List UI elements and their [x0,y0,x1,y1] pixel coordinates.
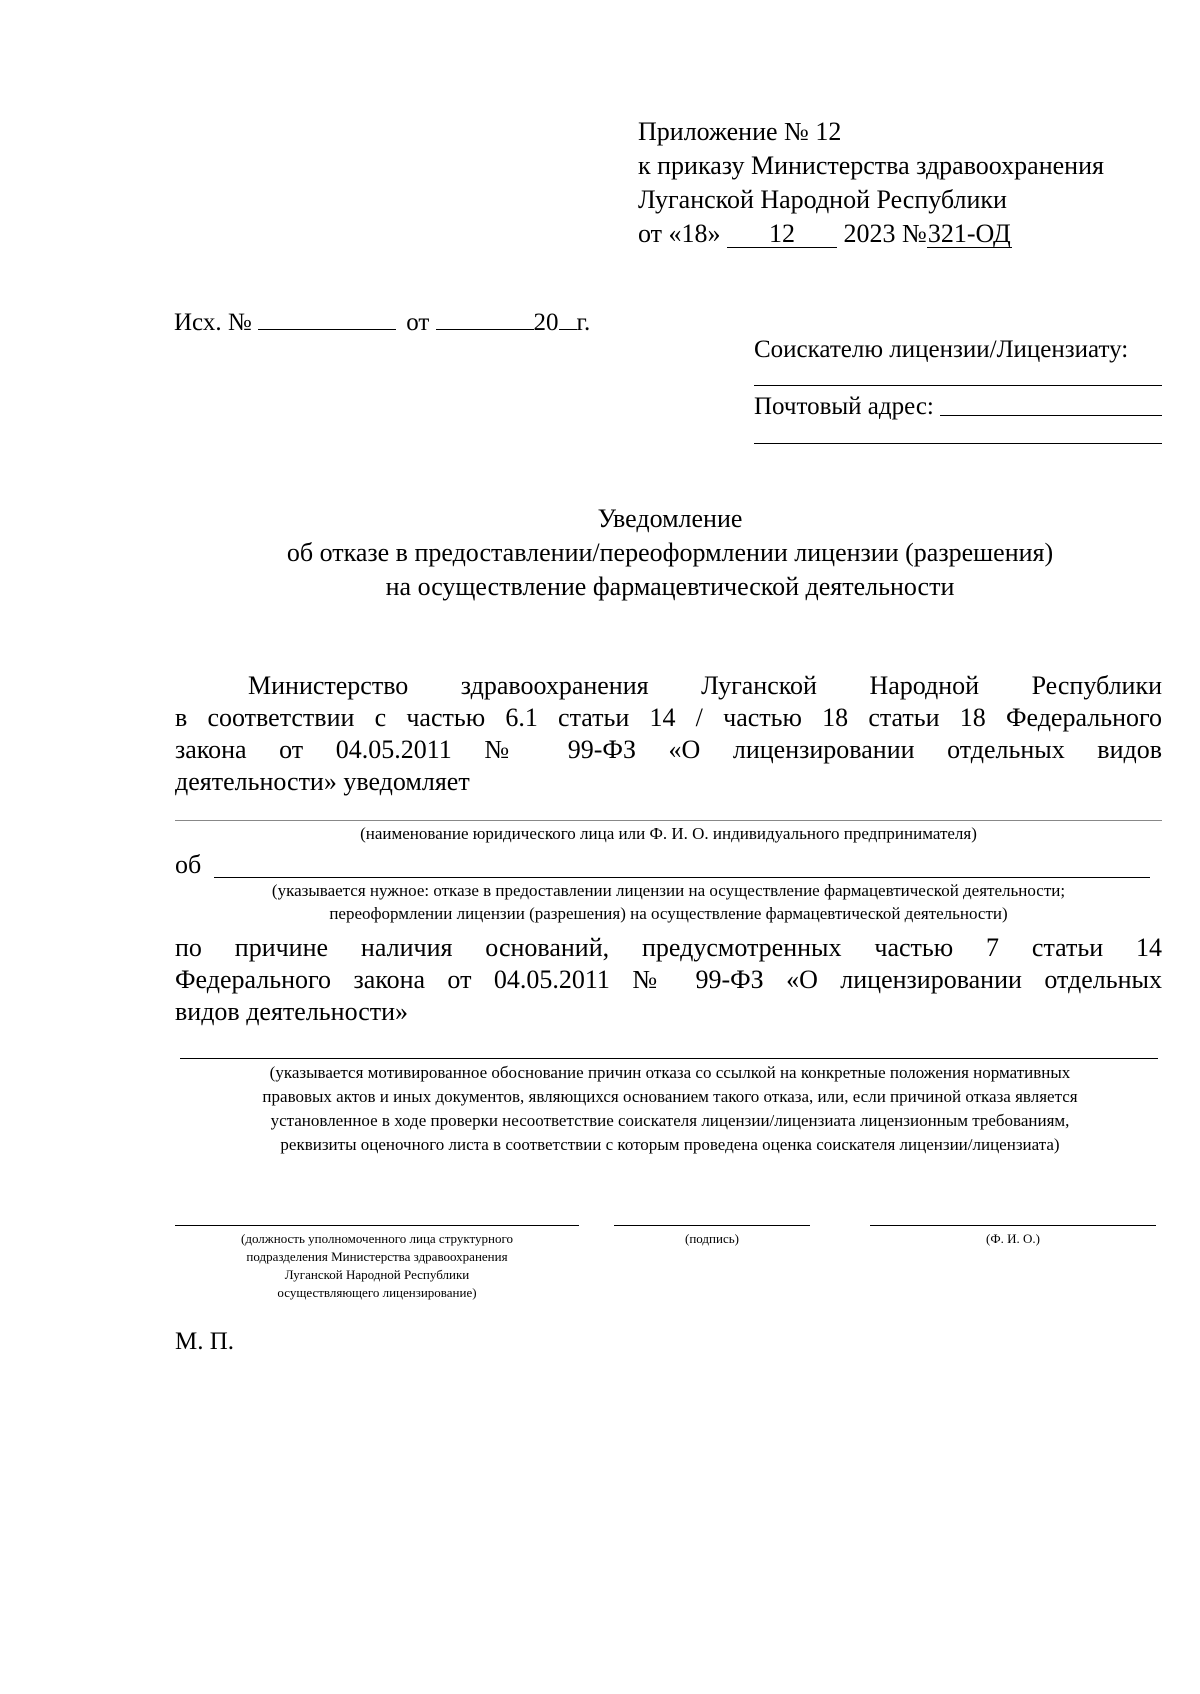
body-p1-line4: деятельности» уведомляет [175,767,470,796]
signature-hint: (подпись) [685,1231,739,1246]
annex-order-number: 321-ОД [927,219,1011,248]
organization-name-hint: (наименование юридического лица или Ф. И. О. индивидуального предпринимателя) [360,824,977,843]
recipient-title: Соискателю лицензии/Лицензиату: [754,336,1129,363]
outgoing-date-field[interactable] [436,329,534,330]
recipient-name-line[interactable] [754,385,1162,386]
fio-field[interactable] [870,1225,1156,1226]
signature-field[interactable] [614,1225,810,1226]
outgoing-number-field[interactable] [258,329,396,330]
justification-hint-1: (указывается мотивированное обоснование причин отказа со ссылкой на конкретные положения нормативных [269,1063,1071,1082]
notice-subheading-2: на осуществление фармацевтической деятельности [385,572,955,601]
position-hint-4: осуществляющего лицензирование) [277,1285,477,1300]
postal-address-row [754,390,934,424]
annex-date-line [638,217,1012,251]
about-label: об [175,850,202,879]
position-field[interactable] [175,1225,579,1226]
outgoing-label: Исх. № [174,309,252,336]
annex-date-prefix: от «18» [638,219,721,248]
annex-month: 12 [727,221,837,248]
body-p2-line3: видов деятельности» [175,997,409,1026]
postal-address-field[interactable] [940,415,1162,416]
refusal-type-hint-1: (указывается нужное: отказе в предоставлении лицензии на осуществление фармацевтической деятельности; [271,881,1066,900]
notice-subheading-1: об отказе в предоставлении/переоформлении лицензии (разрешения) [286,538,1054,567]
justification-hint-2: правовых актов и иных документов, являющихся основанием такого отказа, или, если причиной отказа является [262,1087,1078,1106]
position-hint-1: (должность уполномоченного лица структурного [241,1231,513,1246]
fio-hint: (Ф. И. О.) [986,1231,1040,1246]
body-p1-line1: Министерство здравоохранения Луганской Народной Республики [248,671,1162,700]
stamp-place: М. П. [175,1328,235,1355]
refusal-type-field[interactable] [214,877,1150,878]
outgoing-year-field[interactable] [559,329,577,330]
body-p2-line2: Федерального закона от 04.05.2011 № 99-ФЗ «О лицензировании отдельных [175,965,1162,994]
body-p1-line3: закона от 04.05.2011 № 99-ФЗ «О лицензировании отдельных видов [175,735,1162,764]
annex-year-no: 2023 № [843,219,927,248]
position-hint-2: подразделения Министерства здравоохранения [246,1249,508,1264]
postal-address-line-2[interactable] [754,443,1162,444]
outgoing-suffix: г. [576,309,591,336]
outgoing-number-line [174,306,590,340]
annex-republic-line: Луганской Народной Республики [638,185,1007,214]
justification-hint-3: установленное в ходе проверки несоответствие соискателя лицензии/лицензиата лицензионным требованиям, [270,1111,1070,1130]
position-hint-3: Луганской Народной Республики [284,1267,470,1282]
annex-order-line: к приказу Министерства здравоохранения [638,151,1104,180]
justification-field[interactable] [180,1058,1158,1059]
refusal-type-hint-2: переоформлении лицензии (разрешения) на осуществление фармацевтической деятельности) [329,904,1008,923]
justification-hint-4: реквизиты оценочного листа в соответствии с которым проведена оценка соискателя лицензии/лицензиата) [280,1135,1060,1154]
body-p1-line2: в соответствии с частью 6.1 статьи 14 / частью 18 статьи 18 Федерального [175,703,1162,732]
notice-heading: Уведомление [597,504,743,533]
outgoing-from: от [406,309,430,336]
annex-title: Приложение № 12 [638,117,842,146]
body-p2-line1: по причине наличия оснований, предусмотренных частью 7 статьи 14 [175,933,1162,962]
organization-name-field[interactable] [175,820,1162,821]
postal-address-label: Почтовый адрес: [754,393,934,420]
outgoing-year: 20 [533,309,559,336]
